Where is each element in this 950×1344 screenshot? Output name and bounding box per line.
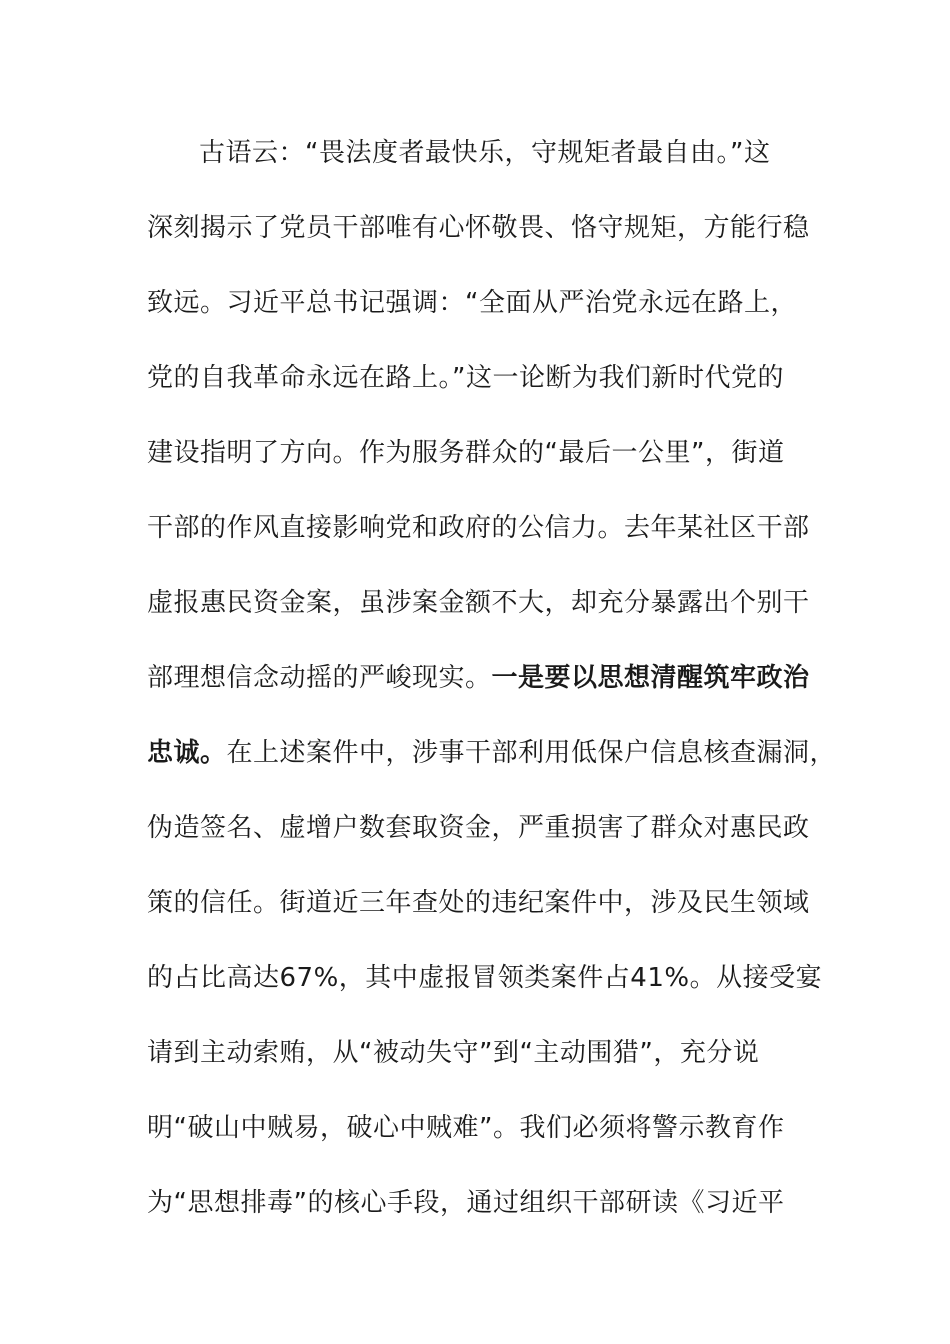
text-line bbox=[147, 880, 810, 955]
text-run: 深刻揭示了党员干部唯有心怀敬畏、恪守规矩，方能行稳 bbox=[147, 213, 810, 243]
text-run: 部理想信念动摇的严峻现实。 bbox=[147, 663, 492, 693]
text-line bbox=[147, 130, 807, 205]
text-line bbox=[147, 280, 807, 355]
text-run: 明“破山中贼易，破心中贼难”。我们必须将警示教育作 bbox=[147, 1113, 785, 1143]
text-run: 请到主动索贿，从“被动失守”到“主动围猎”，充分说 bbox=[147, 1038, 760, 1068]
text-run: 党的自我革命永远在路上。”这一论断为我们新时代党的 bbox=[147, 363, 784, 393]
text-line bbox=[147, 1180, 807, 1255]
text-run: 致远。习近平总书记强调：“全面从严治党永远在路上， bbox=[147, 288, 797, 318]
text-line bbox=[147, 805, 810, 880]
text-run: 建设指明了方向。作为服务群众的“最后一公里”，街道 bbox=[147, 438, 785, 468]
text-run: 干部的作风直接影响党和政府的公信力。去年某社区干部 bbox=[147, 513, 810, 543]
text-run: 在上述案件中，涉事干部利用低保户信息核查漏洞， bbox=[226, 738, 837, 768]
bold-heading-run: 忠诚。 bbox=[147, 738, 227, 768]
text-run: 策的信任。街道近三年查处的违纪案件中，涉及民生领域 bbox=[147, 888, 810, 918]
text-line bbox=[147, 655, 810, 730]
bold-heading-run: 一是要以思想清醒筑牢政治 bbox=[491, 663, 810, 693]
text-run: 古语云：“畏法度者最快乐，守规矩者最自由。”这 bbox=[199, 138, 771, 168]
text-line bbox=[147, 580, 810, 655]
text-line bbox=[147, 1030, 807, 1105]
text-line bbox=[147, 1105, 807, 1180]
text-line bbox=[147, 730, 837, 805]
text-line bbox=[147, 505, 810, 580]
text-line bbox=[147, 955, 823, 1030]
text-line bbox=[147, 355, 807, 430]
text-run: 为“思想排毒”的核心手段，通过组织干部研读《习近平 bbox=[147, 1188, 785, 1218]
text-line bbox=[147, 430, 807, 505]
text-run: 伪造签名、虚增户数套取资金，严重损害了群众对惠民政 bbox=[147, 813, 810, 843]
text-run: 虚报惠民资金案，虽涉案金额不大，却充分暴露出个别干 bbox=[147, 588, 810, 618]
body-text bbox=[147, 130, 837, 1255]
text-line bbox=[147, 205, 810, 280]
text-run: 的占比高达67%，其中虚报冒领类案件占41%。从接受宴 bbox=[147, 963, 823, 993]
